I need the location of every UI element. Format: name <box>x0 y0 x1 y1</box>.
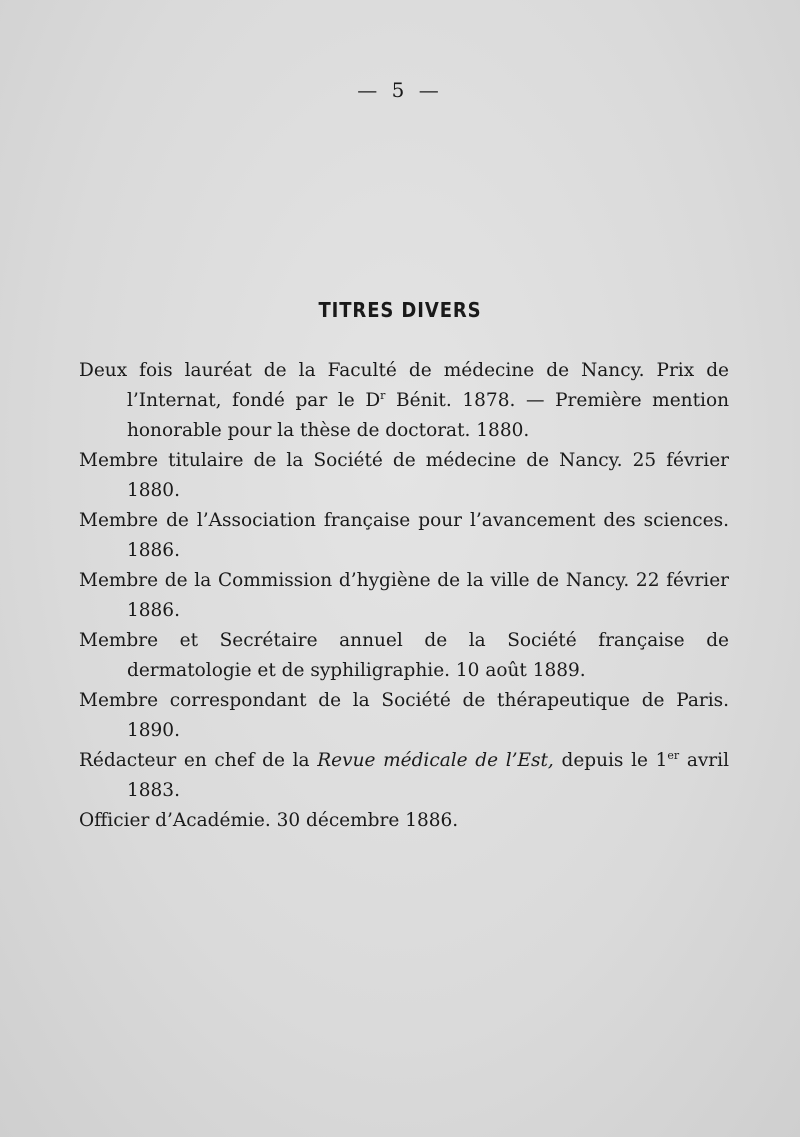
list-item: Membre titulaire de la Société de médecine de Nancy. 25 février 1880. <box>79 450 729 501</box>
titles-list <box>79 356 729 836</box>
superscript: r <box>380 388 386 402</box>
list-item <box>79 746 729 806</box>
page-number: — 5 — <box>357 78 443 102</box>
entry-text: avril 1883. <box>127 750 729 801</box>
superscript: er <box>667 748 680 762</box>
entry-text: Rédacteur en chef de la <box>79 750 318 771</box>
list-item: Membre correspondant de la Société de thérapeutique de Paris. 1890. <box>79 690 729 741</box>
list-item: Membre de la Commission d’hygiène de la ville de Nancy. 22 février 1886. <box>79 570 729 621</box>
section-title: TITRES DIVERS <box>318 298 482 322</box>
journal-title: Revue médicale de l’Est, <box>317 750 554 771</box>
entry-text: Deux fois lauréat de la Faculté de médecine de Nancy. Prix de l’Internat, fondé par le D <box>79 360 729 411</box>
list-item <box>79 356 729 446</box>
entry-text: Bénit. 1878. — Première mention honorable pour la thèse de doctorat. 1880. <box>127 390 729 441</box>
entry-text: depuis le 1 <box>553 750 668 771</box>
list-item: Membre de l’Association française pour l’avancement des sciences. 1886. <box>79 510 729 561</box>
list-item: Membre et Secrétaire annuel de la Société française de dermatologie et de syphiligraphie. 10 août 1889. <box>79 630 729 681</box>
list-item: Officier d’Académie. 30 décembre 1886. <box>79 810 459 831</box>
